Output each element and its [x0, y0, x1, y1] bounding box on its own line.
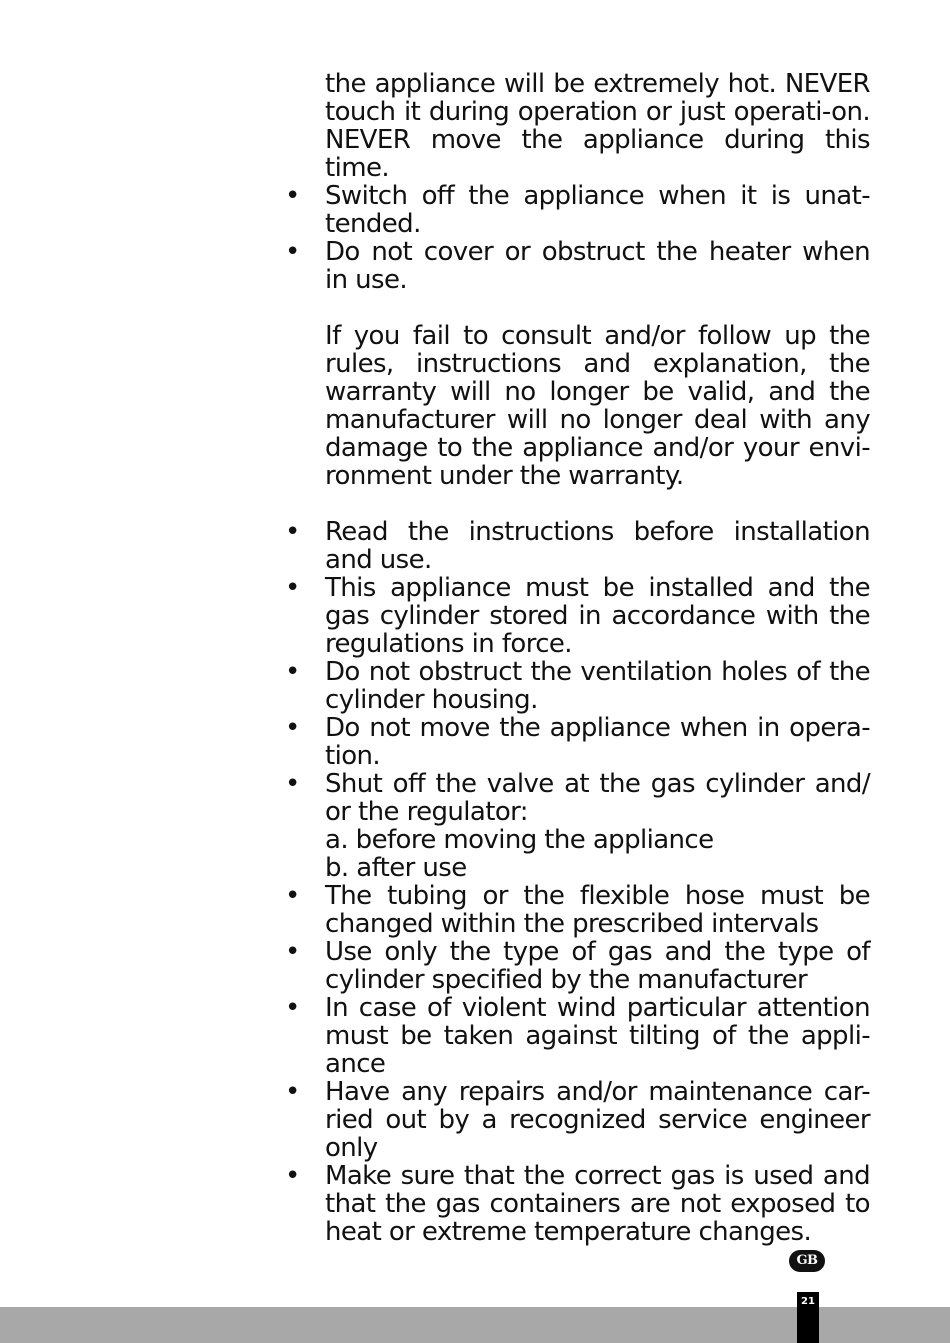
list-item: • Read the instructions before installation and use.	[325, 518, 870, 574]
list-item: • Have any repairs and/or maintenance car-ried out by a recognized service engineer only	[325, 1078, 870, 1162]
shutoff-sub-a: a. before moving the appliance	[325, 825, 714, 855]
list-item: • Use only the type of gas and the type of cylinder specified by the manufacturer	[325, 938, 870, 994]
spacer	[325, 490, 870, 518]
spacer	[325, 294, 870, 322]
shutoff-text: Shut off the valve at the gas cylinder and/ or the regulator:	[325, 769, 870, 827]
list-item: • This appliance must be installed and the gas cylinder stored in accordance with the regulations in force.	[325, 574, 870, 658]
list-item: • Do not cover or obstruct the heater when in use.	[325, 238, 870, 294]
language-badge: GB	[789, 1250, 825, 1272]
page-number: 21	[797, 1292, 819, 1343]
list-item-shutoff	[325, 770, 870, 882]
warranty-paragraph: If you fail to consult and/or follow up the rules, instructions and explanation, the warranty will no longer be valid, and the manufacturer will no longer deal with any damage to the appliance and/or your envi-ronment under the warranty.	[325, 321, 870, 491]
list-item: • Switch off the appliance when it is unat-tended.	[325, 182, 870, 238]
list-item: • Make sure that the correct gas is used and that the gas containers are not exposed to heat or extreme temperature changes.	[325, 1162, 870, 1246]
manual-text	[325, 70, 870, 1246]
intro-paragraph: the appliance will be extremely hot. NEVER touch it during operation or just operati-on. NEVER move the appliance during this time.	[325, 69, 870, 183]
list-item: • In case of violent wind particular attention must be taken against tilting of the appli-ance	[325, 994, 870, 1078]
shutoff-sub-b: b. after use	[325, 853, 467, 883]
list-item: • The tubing or the flexible hose must be changed within the prescribed intervals	[325, 882, 870, 938]
list-item: • Do not obstruct the ventilation holes of the cylinder housing.	[325, 658, 870, 714]
list-item: • Do not move the appliance when in opera-tion.	[325, 714, 870, 770]
